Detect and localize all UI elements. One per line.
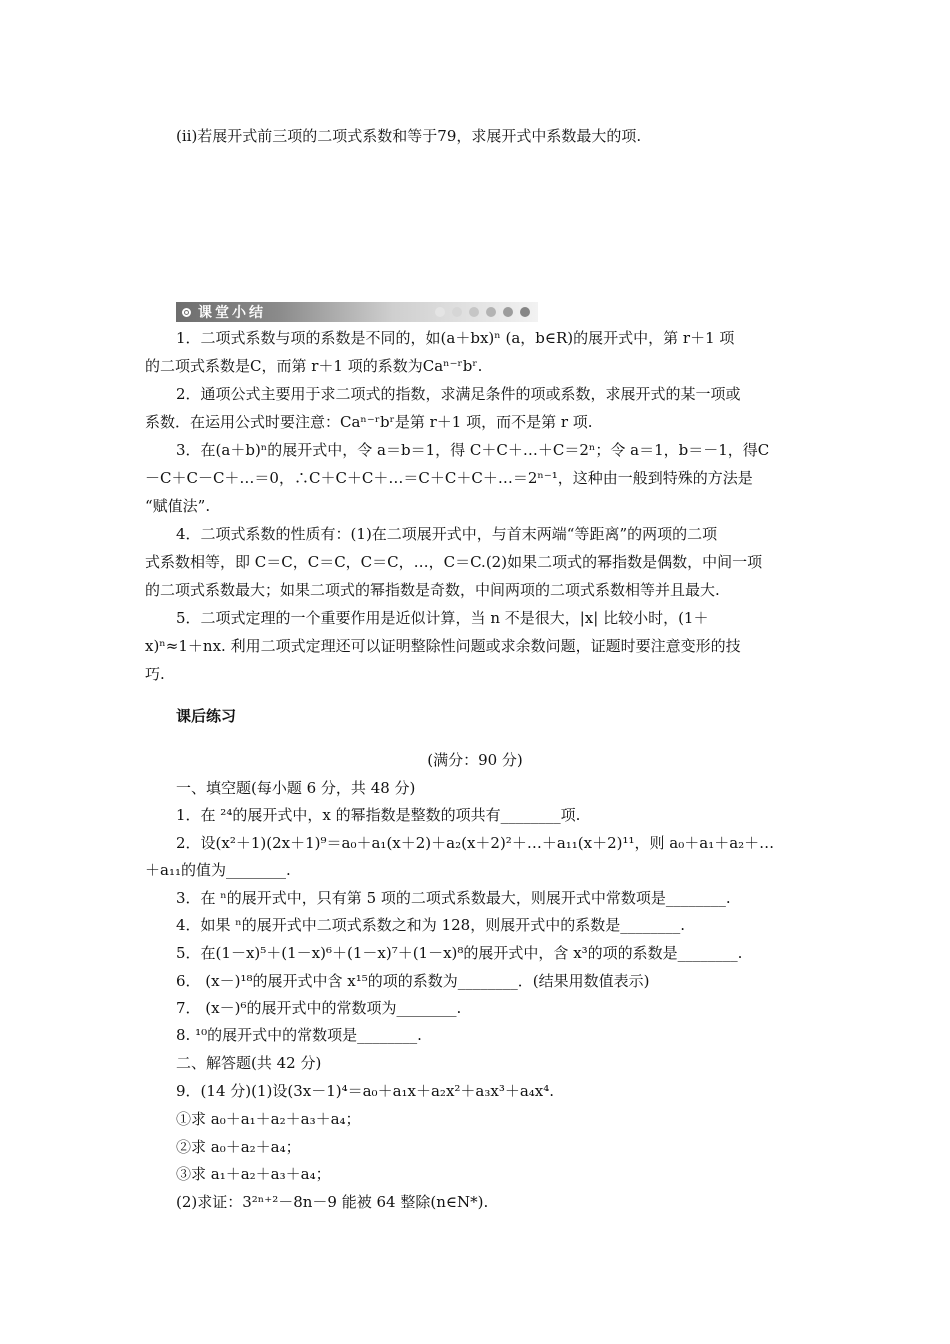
- practice-line: ③求 a₁＋a₂＋a₃＋a₄；: [176, 1165, 331, 1183]
- bullet-circle-icon: [182, 308, 191, 317]
- summary-line: 式系数相等，即 C＝C，C＝C，C＝C，…，C＝C.(2)如果二项式的幂指数是偶数，中间一项: [145, 553, 763, 571]
- summary-line: 5．二项式定理的一个重要作用是近似计算，当 n 不是很大，|x| 比较小时，(1＋: [176, 609, 709, 627]
- section-title: 课堂小结: [198, 305, 266, 321]
- practice-line: 3．在 ⁿ的展开式中，只有第 5 项的二项式系数最大，则展开式中常数项是________.: [176, 889, 731, 907]
- summary-line: 3．在(a＋b)ⁿ的展开式中，令 a＝b＝1，得 C＋C＋…＋C＝2ⁿ；令 a＝1，b＝－1，得C: [176, 441, 770, 459]
- practice-heading: 课后练习: [176, 707, 237, 725]
- summary-line: 的二项式系数最大；如果二项式的幂指数是奇数，中间两项的二项式系数相等并且最大.: [145, 581, 720, 599]
- summary-line: －C＋C－C＋…＝0，∴C＋C＋C＋…＝C＋C＋C＋…＝2ⁿ⁻¹，这种由一般到特殊的方法是: [145, 469, 753, 487]
- practice-line: 9．(14 分)(1)设(3x－1)⁴＝a₀＋a₁x＋a₂x²＋a₃x³＋a₄x⁴.: [176, 1082, 555, 1100]
- summary-line: 4．二项式系数的性质有：(1)在二项展开式中，与首末两端“等距离”的两项的二项: [176, 525, 718, 543]
- summary-line: 1．二项式系数与项的系数是不同的，如(a＋bx)ⁿ (a，b∈R)的展开式中，第 r＋1 项: [176, 329, 735, 347]
- practice-line: 1．在 ²⁴的展开式中，x 的幂指数是整数的项共有________项.: [176, 806, 581, 824]
- decorative-dots: [435, 307, 530, 317]
- summary-line: “赋值法”.: [145, 497, 211, 515]
- summary-line: 巧.: [145, 665, 165, 683]
- practice-line: 6． (x－)¹⁸的展开式中含 x¹⁵的项的系数为________．(结果用数值表示): [176, 972, 650, 990]
- summary-line: 系数．在运用公式时要注意：Caⁿ⁻ʳbʳ是第 r＋1 项，而不是第 r 项.: [145, 413, 593, 431]
- practice-line: 2．设(x²＋1)(2x＋1)⁹＝a₀＋a₁(x＋2)＋a₂(x＋2)²＋…＋a₁₁(x＋2)¹¹，则 a₀＋a₁＋a₂＋…: [176, 834, 775, 852]
- practice-line: 5．在(1－x)⁵＋(1－x)⁶＋(1－x)⁷＋(1－x)⁸的展开式中，含 x³的项的系数是________.: [176, 944, 743, 962]
- practice-line: 二、解答题(共 42 分): [176, 1054, 322, 1072]
- question-ii: (ⅱ)若展开式前三项的二项式系数和等于79，求展开式中系数最大的项.: [176, 127, 642, 145]
- section-header-summary: [176, 302, 538, 322]
- practice-line: 8. ¹⁰的展开式中的常数项是________.: [176, 1026, 422, 1044]
- practice-line: ②求 a₀＋a₂＋a₄；: [176, 1138, 301, 1156]
- practice-line: (2)求证：3²ⁿ⁺²－8n－9 能被 64 整除(n∈N*).: [176, 1193, 489, 1211]
- summary-line: 的二项式系数是C，而第 r＋1 项的系数为Caⁿ⁻ʳbʳ.: [145, 357, 483, 375]
- practice-line: 4．如果 ⁿ的展开式中二项式系数之和为 128，则展开式中的系数是________.: [176, 916, 685, 934]
- summary-line: x)ⁿ≈1＋nx. 利用二项式定理还可以证明整除性问题或求余数问题，证题时要注意变形的技: [145, 637, 741, 655]
- practice-line: ①求 a₀＋a₁＋a₂＋a₃＋a₄；: [176, 1110, 361, 1128]
- practice-line: 一、填空题(每小题 6 分，共 48 分): [176, 779, 416, 797]
- score-line: (满分：90 分): [427, 751, 523, 769]
- practice-line: ＋a₁₁的值为________.: [145, 861, 291, 879]
- summary-line: 2．通项公式主要用于求二项式的指数，求满足条件的项或系数，求展开式的某一项或: [176, 385, 741, 403]
- practice-line: 7． (x－)⁶的展开式中的常数项为________.: [176, 999, 462, 1017]
